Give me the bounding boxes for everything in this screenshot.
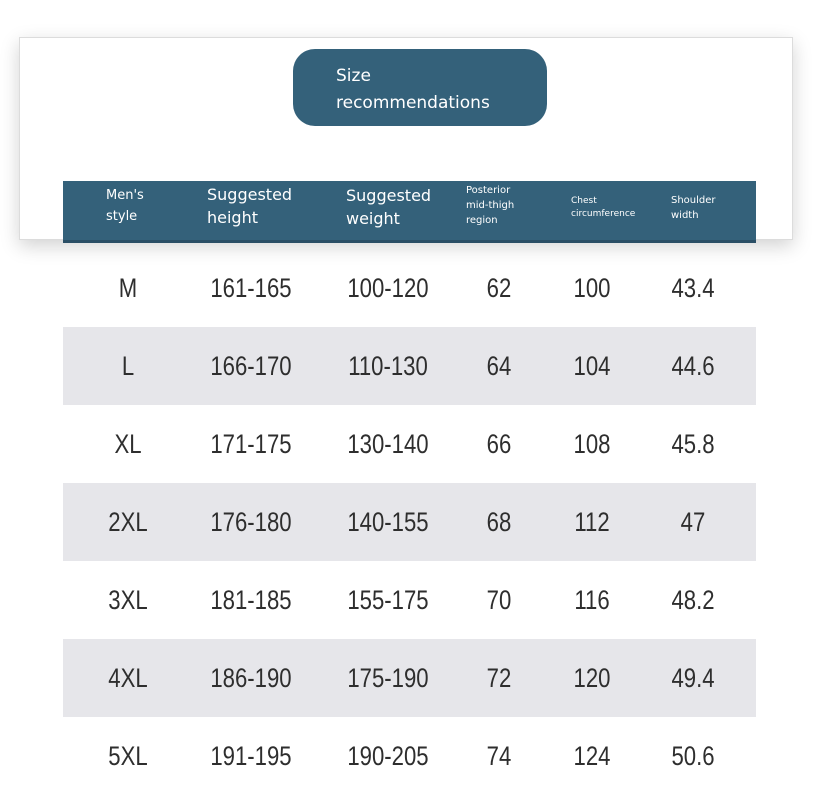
cell-weight: 100-120 — [347, 273, 429, 303]
cell-style: XL — [114, 429, 142, 459]
cell-shoulder: 50.6 — [671, 741, 715, 771]
cell-weight: 175-190 — [347, 663, 429, 693]
cell-height: 191-195 — [210, 741, 292, 771]
cell-chest: 100 — [573, 273, 611, 303]
header-shoulder-width: Shoulder width — [671, 195, 716, 221]
cell-weight: 140-155 — [347, 507, 429, 537]
cell-height: 176-180 — [210, 507, 292, 537]
cell-chest: 112 — [574, 507, 610, 537]
size-table-body — [63, 249, 756, 795]
cell-shoulder: 44.6 — [671, 351, 715, 381]
cell-shoulder: 48.2 — [671, 585, 715, 615]
table-header — [63, 181, 756, 243]
cell-height: 166-170 — [210, 351, 292, 381]
cell-chest: 108 — [573, 429, 611, 459]
size-recommendations-title — [293, 49, 547, 126]
table-row — [63, 639, 756, 717]
title-line-2: recommendations — [336, 93, 490, 113]
cell-thigh: 66 — [486, 429, 512, 459]
cell-thigh: 74 — [486, 741, 512, 771]
cell-style: 2XL — [108, 507, 148, 537]
cell-shoulder: 47 — [680, 507, 706, 537]
cell-shoulder: 49.4 — [671, 663, 715, 693]
table-row — [63, 249, 756, 327]
title-line-1: Size — [336, 66, 371, 86]
cell-chest: 124 — [573, 741, 611, 771]
cell-style: 5XL — [108, 741, 148, 771]
cell-thigh: 68 — [486, 507, 512, 537]
cell-shoulder: 43.4 — [671, 273, 715, 303]
cell-thigh: 62 — [486, 273, 512, 303]
cell-style: M — [118, 273, 138, 303]
cell-weight: 155-175 — [347, 585, 429, 615]
cell-weight: 190-205 — [347, 741, 429, 771]
table-row — [63, 717, 756, 795]
cell-height: 161-165 — [210, 273, 292, 303]
cell-chest: 104 — [573, 351, 611, 381]
cell-height: 181-185 — [210, 585, 292, 615]
cell-weight: 130-140 — [347, 429, 429, 459]
table-row — [63, 561, 756, 639]
cell-style: L — [121, 351, 135, 381]
cell-thigh: 70 — [486, 585, 512, 615]
cell-weight: 110-130 — [348, 351, 428, 381]
cell-height: 171-175 — [210, 429, 292, 459]
cell-shoulder: 45.8 — [671, 429, 715, 459]
table-row — [63, 405, 756, 483]
table-row — [63, 483, 756, 561]
header-posterior-mid-thigh: Posterior mid-thigh region — [466, 185, 515, 226]
cell-thigh: 72 — [486, 663, 512, 693]
header-suggested-weight: Suggested weight — [346, 186, 432, 228]
cell-style: 4XL — [108, 663, 148, 693]
header-mens-style: Men's style — [106, 188, 144, 224]
header-suggested-height: Suggested height — [207, 185, 293, 227]
cell-chest: 116 — [574, 585, 610, 615]
cell-thigh: 64 — [486, 351, 512, 381]
header-chest-circumference: Chest circumference — [571, 196, 636, 219]
cell-chest: 120 — [573, 663, 611, 693]
table-row — [63, 327, 756, 405]
cell-style: 3XL — [108, 585, 148, 615]
cell-height: 186-190 — [210, 663, 292, 693]
